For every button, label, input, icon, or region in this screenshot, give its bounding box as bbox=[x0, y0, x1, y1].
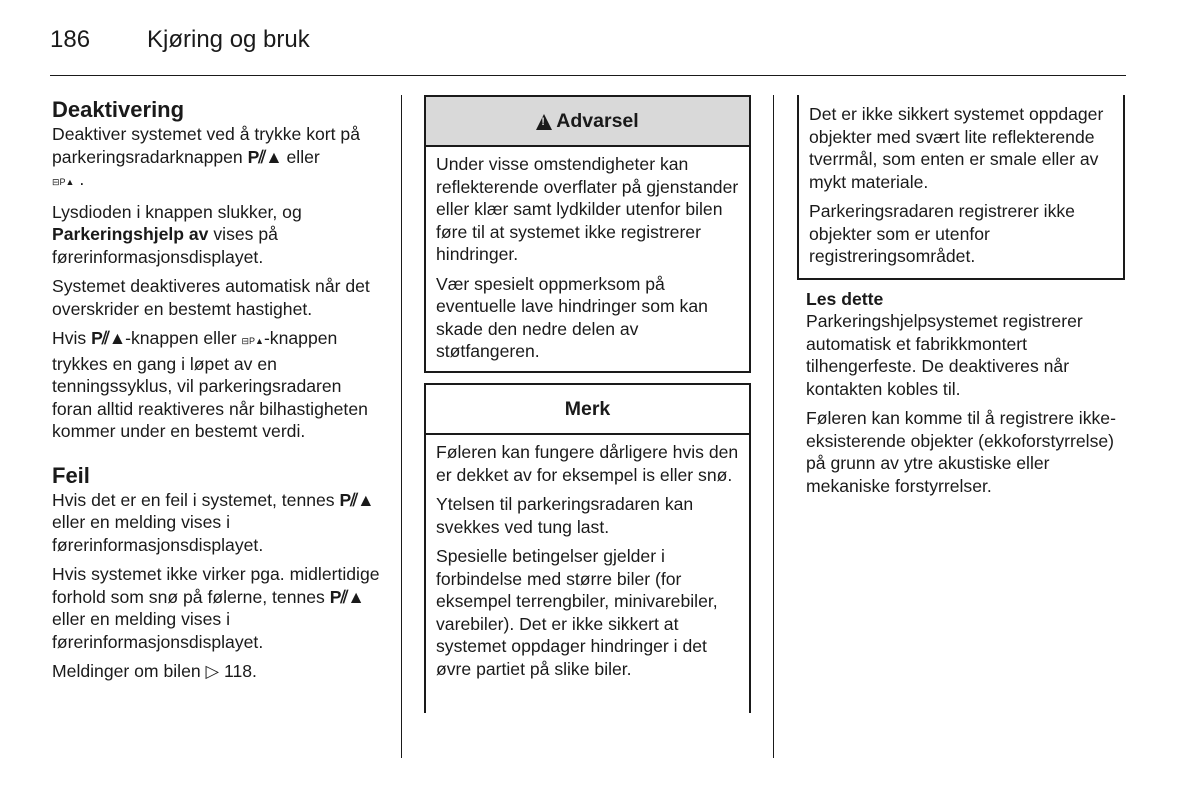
note-continuation-box bbox=[797, 95, 1125, 280]
paragraph: Meldinger om bilen ▷ 118. bbox=[52, 661, 257, 681]
warning-header bbox=[426, 97, 749, 147]
section-title-les-dette: Les dette bbox=[806, 289, 884, 309]
warning-triangle-icon bbox=[536, 114, 552, 130]
page-reference-link[interactable]: 118. bbox=[223, 661, 257, 681]
paragraph: Hvis det er en feil i systemet, tennes P⫽▲ eller en melding vises i førerinformasjonsdisplayet. bbox=[52, 489, 374, 555]
column-right bbox=[806, 288, 1128, 504]
paragraph: Vær spesielt oppmerksom på eventuelle lave hindringer som kan skade den nedre delen av støtfangeren. bbox=[436, 273, 708, 361]
paragraph: Lysdioden i knappen slukker, og Parkeringshjelp av vises på førerinformasjonsdisplayet. bbox=[52, 201, 302, 267]
note-body bbox=[426, 435, 749, 680]
warning-box bbox=[424, 95, 751, 373]
note-box bbox=[424, 383, 751, 713]
header-rule bbox=[50, 75, 1126, 76]
paragraph: Parkeringshjelpsystemet registrerer automatisk et fabrikkmontert tilhengerfeste. De deaktiveres når kontakten kobles til. bbox=[806, 311, 1083, 399]
paragraph: Systemet deaktiveres automatisk når det overskrider en bestemt hastighet. bbox=[52, 276, 370, 319]
paragraph: Hvis systemet ikke virker pga. midlertidige forhold som snø på følerne, tennes P⫽▲ eller en melding vises i førerinformasjonsdisplayet. bbox=[52, 564, 380, 652]
paragraph: Føleren kan komme til å registrere ikke-eksisterende objekter (ekkoforstyrrelse) på grunn av ytre akustiske eller mekaniske forstyrrelser. bbox=[806, 408, 1116, 496]
park-assist-small-icon: ⊟P▲ bbox=[52, 177, 75, 187]
column-divider bbox=[401, 95, 402, 758]
section-title-deaktivering: Deaktivering bbox=[52, 97, 185, 122]
paragraph: Spesielle betingelser gjelder i forbindelse med større biler (for eksempel terrengbiler, minivarebiler, varebiler). Det er ikke sikkert at systemet oppdager hindringer i det øvre partiet på slike biler. bbox=[436, 546, 718, 679]
note-title: Merk bbox=[564, 397, 611, 420]
paragraph: Parkeringsradaren registrerer ikke objekter som er utenfor registreringsområdet. bbox=[809, 201, 1075, 266]
column-left bbox=[52, 97, 386, 690]
park-assist-icon: P⫽▲ bbox=[329, 586, 364, 607]
warning-title: Advarsel bbox=[556, 109, 639, 132]
park-assist-icon: P⫽▲ bbox=[91, 328, 126, 348]
paragraph: Hvis P⫽▲-knappen eller ⊟P▲-knappen trykkes en gang i løpet av en tenningssyklus, vil parkeringsradaren foran alltid reaktiveres når bilhastigheten kommer under en bestemt verdi. bbox=[52, 328, 368, 441]
paragraph: Deaktiver systemet ved å trykke kort på parkeringsradarknappen P⫽▲ eller ⊟P▲ . bbox=[52, 124, 361, 189]
chapter-title: Kjøring og bruk bbox=[147, 26, 310, 53]
park-assist-icon: P⫽▲ bbox=[247, 146, 282, 167]
paragraph: Under visse omstendigheter kan reflekterende overflater på gjenstander eller klær samt lydkilder utenfor bilen føre til at systemet ikke registrerer hindringer. bbox=[436, 154, 739, 264]
warning-body bbox=[426, 147, 749, 363]
park-assist-icon: P⫽▲ bbox=[339, 489, 374, 510]
page-header bbox=[50, 26, 310, 56]
page-number: 186 bbox=[50, 26, 91, 53]
display-message: Parkeringshjelp av bbox=[52, 224, 209, 244]
park-assist-small-icon: ⊟P▲ bbox=[241, 336, 264, 346]
note-header bbox=[426, 385, 749, 435]
paragraph: Ytelsen til parkeringsradaren kan svekkes ved tung last. bbox=[436, 494, 694, 537]
paragraph: Føleren kan fungere dårligere hvis den er dekket av for eksempel is eller snø. bbox=[436, 442, 739, 485]
section-title-feil: Feil bbox=[52, 462, 90, 488]
page-reference-icon: ▷ bbox=[205, 661, 220, 681]
paragraph: Det er ikke sikkert systemet oppdager objekter med svært lite reflekterende tverrmål, som enten er smale eller av mykt materiale. bbox=[809, 104, 1104, 192]
column-divider bbox=[773, 95, 774, 758]
